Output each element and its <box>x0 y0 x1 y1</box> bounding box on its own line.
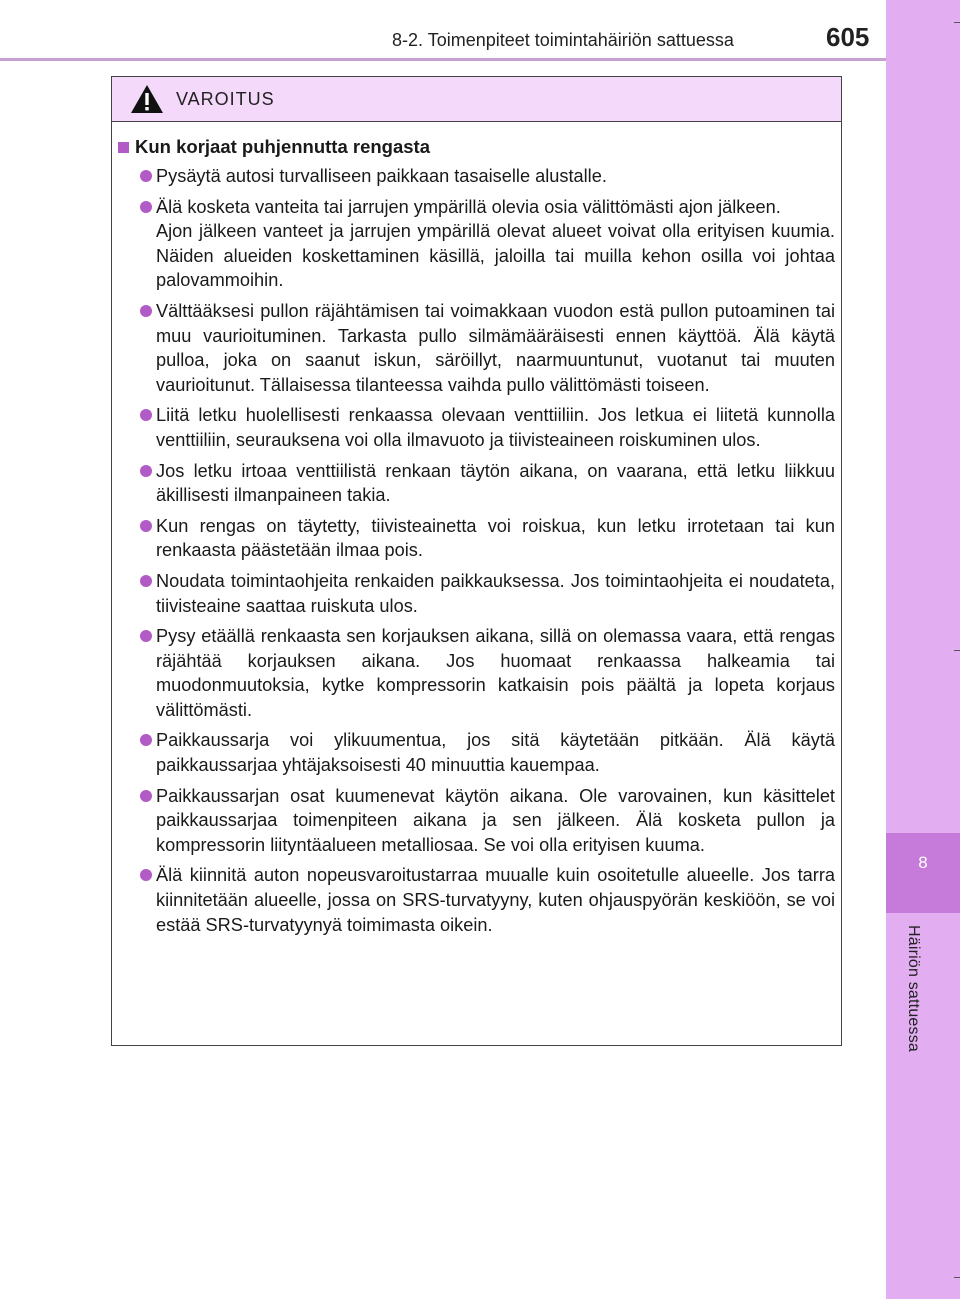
list-item: Liitä letku huolellisesti renkaassa olevaan venttiiliin. Jos letkua ei liitetä kunnolla venttiiliin, seurauksena voi olla ilmavuoto ja tiivisteaineen roiskuminen ulos. <box>118 403 835 452</box>
warning-content <box>112 122 841 937</box>
list-item: Älä kiinnitä auton nopeusvaroitustarraa muualle kuin osoitetulle alueelle. Jos tarra kiinnitetään alueelle, jossa on SRS-turvatyyny, kuten ohjauspyörän keskiöön, se voi estää SRS-turvatyynyä toimimasta oikein. <box>118 863 835 937</box>
bullet-dot-icon <box>140 409 152 421</box>
section-heading-text: Kun korjaat puhjennutta rengasta <box>135 136 431 157</box>
bullet-dot-icon <box>140 305 152 317</box>
list-item: Välttääksesi pullon räjähtämisen tai voimakkaan vuodon estä pullon putoaminen tai muu vaurioituminen. Tarkasta pullo silmämääräisesti ennen käyttöä. Älä käytä pulloa, joka on saanut iskun, säröillyt, naarmuuntunut, vuotanut tai muuten vaurioitunut. Tällaisessa tilanteessa vaihda pullo välittömästi toiseen. <box>118 299 835 397</box>
warning-box <box>111 76 842 1046</box>
warning-triangle-icon <box>130 84 164 114</box>
crop-mark <box>954 650 960 651</box>
list-item-continuation: Ajon jälkeen vanteet ja jarrujen ympärillä olevat alueet voivat olla erityisen kuumia. Näiden alueiden koskettaminen käsillä, jaloilla tai muilla kehon osilla voi johtaa palovammoihin. <box>156 221 835 291</box>
list-item: Älä kosketa vanteita tai jarrujen ympärillä olevia osia välittömästi ajon jälkeen. Ajon jälkeen vanteet ja jarrujen ympärillä olevat alueet voivat olla erityisen kuumia. Näiden alueiden koskettaminen käsillä, jaloilla tai muilla kehon osilla voi johtaa palovammoihin. <box>118 195 835 293</box>
chapter-number: 8 <box>918 853 928 872</box>
square-bullet-icon <box>118 142 129 153</box>
bullet-dot-icon <box>140 170 152 182</box>
list-item: Noudata toimintaohjeita renkaiden paikkauksessa. Jos toimintaohjeita ei noudateta, tiivisteaine saattaa ruiskuta ulos. <box>118 569 835 618</box>
header-rule <box>0 58 886 61</box>
bullet-dot-icon <box>140 630 152 642</box>
warning-list <box>118 164 835 937</box>
page-number: 605 <box>826 22 870 52</box>
list-item: Paikkaussarjan osat kuumenevat käytön aikana. Ole varovainen, kun käsittelet paikkaussarjaa toimenpiteen aikana ja sen jälkeen. Älä kosketa pullon ja kompressorin liityntäalueen metalliosaa. Se voi olla erityisen kuuma. <box>118 784 835 858</box>
warning-header <box>112 77 841 122</box>
warning-title: VAROITUS <box>176 88 275 109</box>
chapter-label: Häiriön sattuessa <box>905 925 922 1053</box>
list-item: Paikkaussarja voi ylikuumentua, jos sitä käytetään pitkään. Älä käytä paikkaussarjaa yhtäjaksoisesti 40 minuuttia kauempaa. <box>118 728 835 777</box>
crop-mark <box>954 22 960 23</box>
bullet-dot-icon <box>140 790 152 802</box>
bullet-dot-icon <box>140 869 152 881</box>
list-item: Pysäytä autosi turvalliseen paikkaan tasaiselle alustalle. <box>118 164 835 189</box>
list-item: Pysy etäällä renkaasta sen korjauksen aikana, sillä on olemassa vaara, että rengas räjähtää korjauksen aikana. Jos huomaat renkaassa halkeamia tai muodonmuutoksia, kytke kompressorin katkaisin pois päältä ja lopeta korjaus välittömästi. <box>118 624 835 722</box>
section-title: 8-2. Toimenpiteet toimintahäiriön sattuessa <box>392 30 734 50</box>
list-item: Kun rengas on täytetty, tiivisteainetta voi roiskua, kun letku irrotetaan tai kun renkaasta päästetään ilmaa pois. <box>118 514 835 563</box>
section-heading <box>118 136 835 158</box>
bullet-dot-icon <box>140 734 152 746</box>
bullet-dot-icon <box>140 201 152 213</box>
list-item: Jos letku irtoaa venttiilistä renkaan täytön aikana, on vaarana, että letku liikkuu äkillisesti ilmanpaineen takia. <box>118 459 835 508</box>
bullet-dot-icon <box>140 465 152 477</box>
chapter-tab[interactable] <box>886 833 960 913</box>
crop-mark <box>954 1277 960 1278</box>
side-strip <box>886 0 960 1299</box>
bullet-dot-icon <box>140 575 152 587</box>
bullet-dot-icon <box>140 520 152 532</box>
